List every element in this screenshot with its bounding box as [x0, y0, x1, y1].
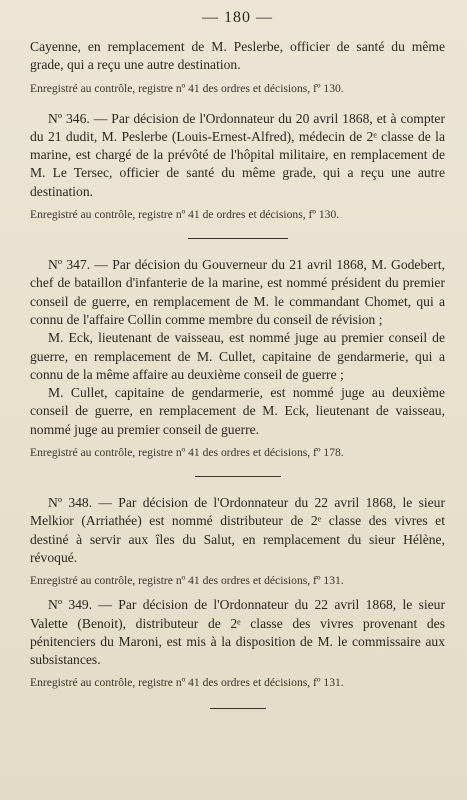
- entry-paragraph: M. Eck, lieutenant de vaisseau, est nommé juge au premier conseil de guerre, en remplacement de M. Cullet, capitaine de gendarmerie, qui a connu de la même affaire au deuxième conseil de guerre ;: [30, 330, 445, 382]
- registration-note: Enregistré au contrôle, registre nº 41 des ordres et décisions, fº 178.: [30, 446, 344, 460]
- spacer: [30, 588, 445, 596]
- separator-rule: [195, 476, 281, 477]
- registration-note: Enregistré au contrôle, registre nº 41 de ordres et décisions, fº 130.: [30, 208, 340, 222]
- entry-346: [30, 110, 445, 222]
- registration-note: Enregistré au contrôle, registre nº 41 des ordres et décisions, fº 130.: [30, 81, 344, 95]
- registration-note: Enregistré au contrôle, registre nº 41 des ordres et décisions, fº 131.: [30, 676, 344, 690]
- entry-paragraph: Nº 348. — Par décision de l'Ordonnateur du 22 avril 1868, le sieur Melkior (Arriathée) est nommé distributeur de 2ᵉ classe des vivres et destiné à servir aux îles du Salut, en remplacement du sieur Hélène, révoqué.: [30, 495, 445, 565]
- entry-348: [30, 494, 445, 588]
- registration-note: Enregistré au contrôle, registre nº 41 des ordres et décisions, fº 131.: [30, 574, 344, 588]
- page-number: — 180 —: [202, 9, 273, 26]
- entry-347: [30, 256, 445, 460]
- spacer: [30, 96, 445, 110]
- entry-paragraph: Nº 347. — Par décision du Gouverneur du 21 avril 1868, M. Godebert, chef de bataillon d'infanterie de la marine, est nommé président du premier conseil de guerre, en remplacement de M. le commandant Chomet, qui a connu de l'affaire Collin comme membre du conseil de révision ;: [30, 257, 445, 327]
- entry-paragraph: Nº 349. — Par décision de l'Ordonnateur du 22 avril 1868, le sieur Valette (Benoit), distributeur de 2ᵉ classe des vivres provenant des pénitenciers du Maroni, est mis à la disposition de M. le commissaire aux subsistances.: [30, 597, 445, 668]
- entry-continuation: [30, 38, 445, 96]
- separator-rule: [210, 708, 266, 709]
- entry-paragraph: Nº 346. — Par décision de l'Ordonnateur du 20 avril 1868, et à compter du 21 dudit, M. Peslerbe (Louis-Ernest-Alfred), médecin de 2ᵉ classe de la marine, est chargé de la prévôté de l'hôpital militaire, en remplacement de M. Le Tersec, officier de santé du même grade, qui a reçu une autre destination.: [30, 110, 445, 199]
- separator-rule: [188, 238, 288, 239]
- entry-paragraph: M. Cullet, capitaine de gendarmerie, est nommé juge au deuxième conseil de guerre, en remplacement de M. Eck, lieutenant de vaisseau, nommé juge au premier conseil de guerre.: [30, 385, 445, 437]
- entry-349: [30, 596, 445, 690]
- entry-paragraph: Cayenne, en remplacement de M. Peslerbe, officier de santé du même grade, qui a reçu une autre destination.: [30, 39, 445, 73]
